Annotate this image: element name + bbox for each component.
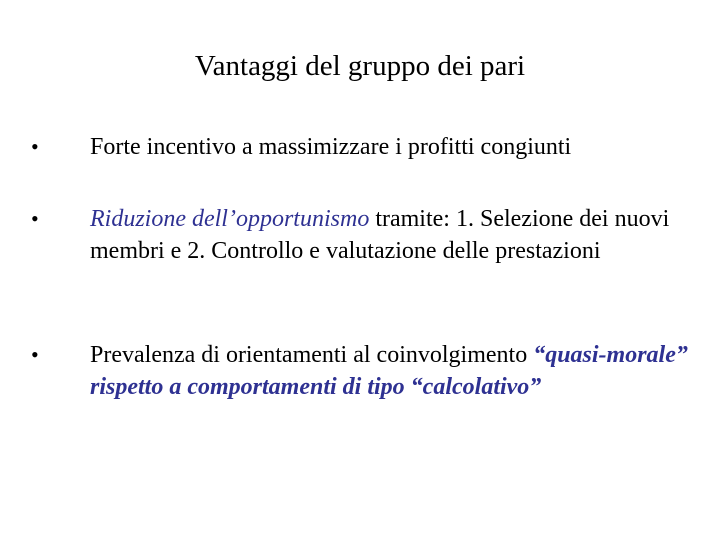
bullet-body-text: tramite: 1. Selezione dei nuovi membri e 2. Controllo e valutazione delle prestazioni	[90, 206, 670, 264]
bullet-body-text: Forte incentivo a massimizzare i profitti congiunti	[90, 134, 572, 160]
bullet-marker: •	[31, 342, 39, 367]
bullet-marker: •	[31, 134, 39, 159]
bullet-text	[90, 131, 690, 163]
bullet-emphasis-text: “quasi-morale” rispetto a comportamenti di tipo “calcolativo”	[90, 342, 688, 400]
bullet-text	[90, 203, 690, 267]
bullet-emphasis-text: Riduzione dell’opportunismo	[90, 206, 370, 232]
bullet-text	[90, 339, 690, 403]
bullet-marker: •	[31, 206, 39, 231]
slide-title: Vantaggi del gruppo dei pari	[194, 50, 526, 82]
bullet-body-text: Prevalenza di orientamenti al coinvolgimento	[90, 342, 534, 368]
